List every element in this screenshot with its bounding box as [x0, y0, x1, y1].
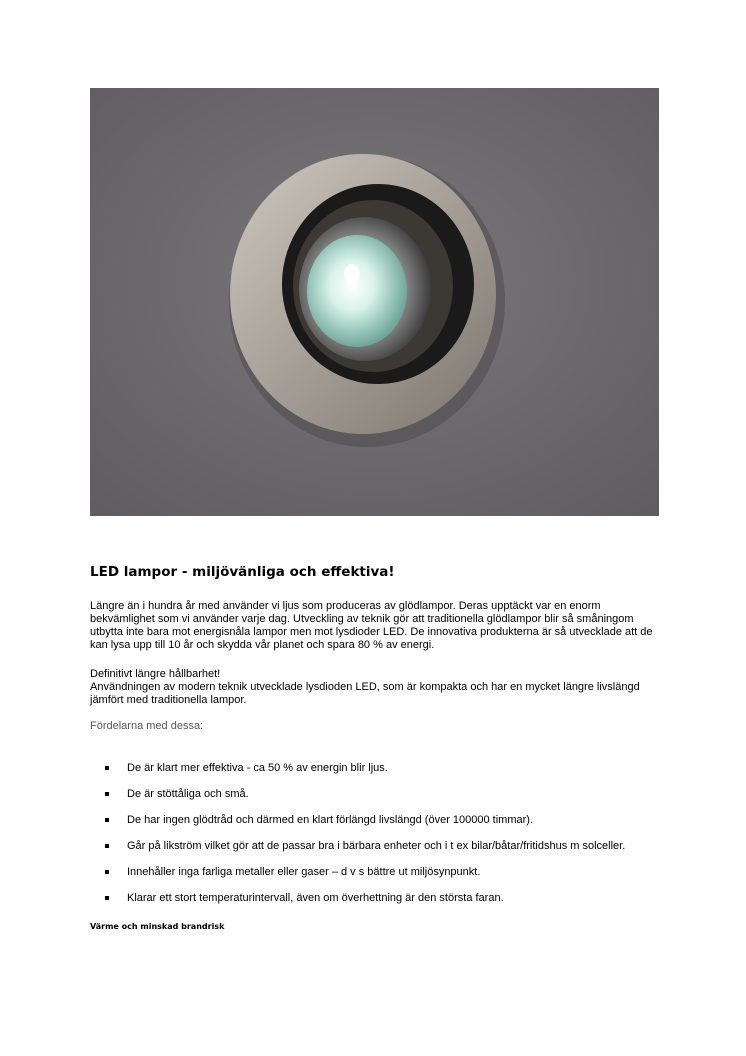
bulb-highlight: [344, 264, 360, 284]
advantages-intro: Fördelarna med dessa:: [90, 720, 204, 732]
article-title: LED lampor - miljövänliga och effektiva!: [90, 564, 395, 580]
section-subheading: Värme och minskad brandrisk: [90, 922, 225, 931]
bullet-icon: [105, 818, 109, 822]
list-item: [90, 788, 625, 814]
list-item-text: Klarar ett stort temperaturintervall, även om överhettning är den största faran.: [127, 892, 504, 904]
downlight-illustration: [90, 88, 659, 516]
lamp-glow: [307, 235, 407, 347]
list-item: [90, 892, 625, 918]
list-item-text: De har ingen glödtråd och därmed en klart förlängd livslängd (över 100000 timmar).: [127, 814, 533, 826]
list-item-text: Går på likström vilket gör att de passar bra i bärbara enheter och i t ex bilar/båtar/fritidshus m solceller.: [127, 840, 626, 852]
list-item-text: De är klart mer effektiva - ca 50 % av energin blir ljus.: [127, 762, 388, 774]
list-item: [90, 866, 625, 892]
list-item: [90, 762, 625, 788]
durability-heading: Definitivt längre hållbarhet!: [90, 668, 221, 680]
list-item: [90, 814, 625, 840]
bullet-icon: [105, 896, 109, 900]
bullet-icon: [105, 792, 109, 796]
bullet-icon: [105, 766, 109, 770]
list-item: [90, 840, 625, 866]
list-item-text: Innehåller inga farliga metaller eller gaser – d v s bättre ut miljösynpunkt.: [127, 866, 481, 878]
list-item-text: De är stöttåliga och små.: [127, 788, 249, 800]
durability-text: Användningen av modern teknik utvecklade lysdioden LED, som är kompakta och har en mycket längre livslängd jämfört med traditionella lampor.: [90, 681, 640, 706]
advantages-list: [90, 762, 625, 918]
durability-paragraph: [90, 668, 665, 707]
downlight-photo: [90, 88, 659, 516]
bullet-icon: [105, 844, 109, 848]
intro-paragraph: Längre än i hundra år med använder vi ljus som produceras av glödlampor. Deras upptäckt var en enorm bekvämlighet som vi använder varje dag. Utveckling av teknik gör att traditionella glödlampor blir så småningom utbytta inte bara mot energisnåla lampor men mot lysdioder LED. De innovativa produkterna är så utvecklade att de kan lysa upp till 10 år och skydda vår planet och spara 80 % av energi.: [90, 600, 653, 651]
bullet-icon: [105, 870, 109, 874]
